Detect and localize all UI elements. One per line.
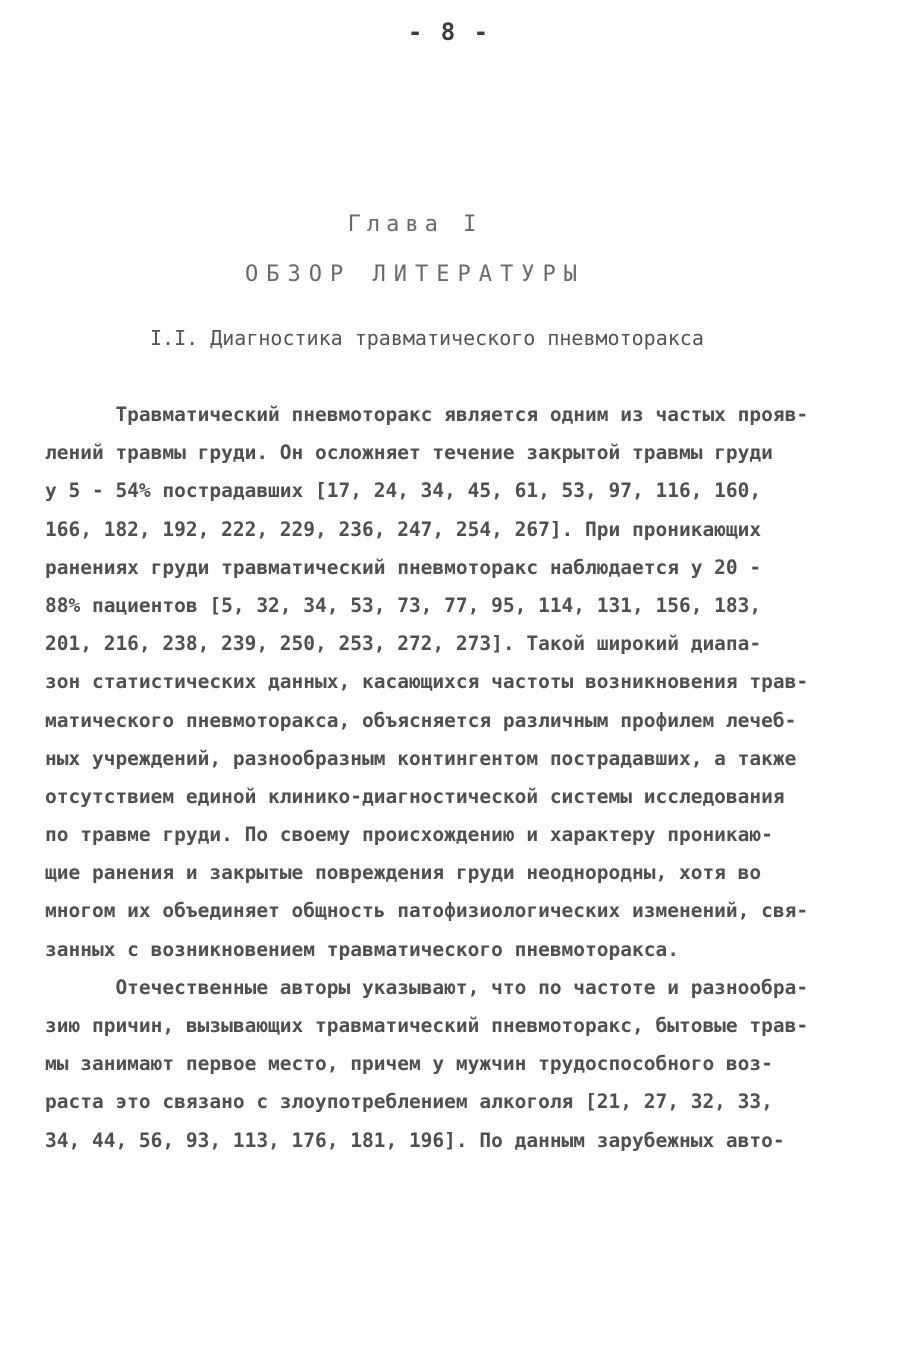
body-line: 166, 182, 192, 222, 229, 236, 247, 254, 267]. При проникающих — [45, 517, 762, 541]
body-line: многом их объединяет общность патофизиологических изменений, свя- — [45, 899, 809, 923]
body-line: матического пневмоторакса, объясняется различным профилем лечеб- — [45, 708, 797, 732]
body-line: мы занимают первое место, причем у мужчин трудоспособного воз- — [45, 1052, 773, 1076]
body-line: зию причин, вызывающих травматический пневмоторакс, бытовые трав- — [45, 1014, 809, 1037]
body-line: щие ранения и закрытые повреждения груди неоднородны, хотя во — [45, 861, 762, 885]
section-title: I.I. Диагностика травматического пневмоторакса — [150, 326, 704, 350]
body-line: занных с возникновением травматического пневмоторакса. — [45, 937, 679, 961]
body-line: Травматический пневмоторакс является одним из частых прояв- — [45, 403, 809, 426]
body-line: ранениях груди травматический пневмоторакс наблюдается у 20 - — [45, 555, 762, 579]
body-line: 34, 44, 56, 93, 113, 176, 181, 196]. По данным зарубежных авто- — [45, 1128, 785, 1152]
body-line: отсутствием единой клинико-диагностической системы исследования — [45, 784, 785, 808]
body-line: ных учреждений, разнообразным контингентом пострадавших, а также — [45, 746, 797, 770]
body-line: 201, 216, 238, 239, 250, 253, 272, 273]. Такой широкий диапа- — [45, 632, 762, 656]
body-line: 88% пациентов [5, 32, 34, 53, 73, 77, 95, 114, 131, 156, 183, — [45, 593, 762, 617]
body-line: у 5 - 54% пострадавших [17, 24, 34, 45, 61, 53, 97, 116, 160, — [45, 479, 762, 503]
body-line: Отечественные авторы указывают, что по частоте и разнообра- — [45, 975, 809, 999]
body-line: по травме груди. По своему происхождению и характеру проникаю- — [45, 823, 773, 847]
body-line: раста это связано с злоупотреблением алкоголя [21, 27, 32, 33, — [45, 1090, 773, 1114]
body-text — [45, 396, 845, 1160]
body-line: зон статистических данных, касающихся частоты возникновения трав- — [45, 670, 809, 694]
page-number: - 8 - — [407, 18, 491, 46]
chapter-label: Глава I — [347, 212, 483, 237]
chapter-title: ОБЗОР ЛИТЕРАТУРЫ — [245, 262, 585, 287]
body-line: лений травмы груди. Он осложняет течение закрытой травмы груди — [45, 441, 773, 465]
